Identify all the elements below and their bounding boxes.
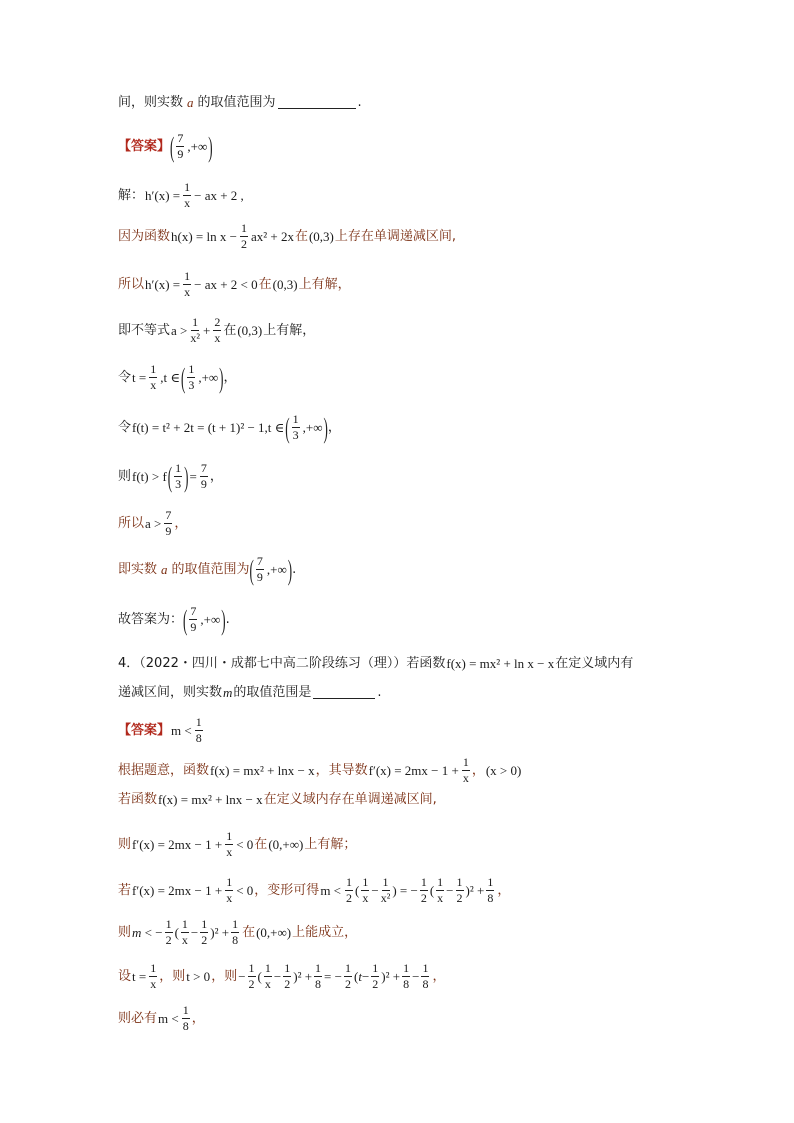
line-4 [118, 222, 456, 250]
line-3 [118, 181, 245, 209]
line-8: 令 f(t) = t² + 2t = (t + 1)² − 1,t ∈ ( $\frac{1}{3}$ ,+∞ ) ， [118, 410, 341, 444]
solution-line-5 [118, 918, 357, 946]
math: t = [132, 968, 147, 984]
numerator: 7 [256, 554, 263, 568]
math: (0,+∞) [256, 924, 292, 940]
math: (0,3) [308, 228, 334, 244]
text: 上存在单调递减区间, [334, 228, 457, 244]
denominator: x [226, 890, 233, 905]
answer-blank [313, 686, 375, 699]
math: f′(x) = 2mx − 1 + [368, 762, 459, 778]
math: ,+∞ [266, 561, 287, 577]
text: ， [471, 762, 485, 778]
math: + [202, 322, 211, 338]
text: 令 [118, 419, 132, 435]
solution-line-2 [118, 793, 437, 806]
math: − ax + 2 < 0 [194, 276, 258, 292]
numerator: 1 [150, 362, 157, 376]
numerator: 1 [226, 829, 233, 843]
numerator: 1 [226, 875, 233, 889]
question-4-line-2 [118, 686, 382, 699]
text: 则 [118, 836, 132, 852]
numerator: 1 [195, 715, 202, 729]
denominator: 3 [175, 476, 182, 491]
answer-tag: 【答案】 [118, 722, 171, 738]
text: 令 [118, 369, 132, 385]
text: 在 [254, 836, 268, 852]
line-1 [118, 96, 362, 109]
solution-line-6 [118, 962, 445, 990]
solution-line-7 [118, 1004, 205, 1032]
numerator: 1 [292, 412, 299, 426]
text: 上有解； [304, 836, 357, 852]
math: (0,3) [237, 322, 263, 338]
text: . [377, 685, 382, 700]
text: 上能成立， [292, 924, 358, 940]
denominator: 9 [256, 569, 263, 584]
text: 的取值范围为 [171, 561, 250, 577]
numerator: 7 [200, 461, 207, 475]
denominator: 3 [292, 427, 299, 442]
text: 因为函数 [118, 228, 171, 244]
numerator: 1 [150, 961, 157, 975]
math: f(x) = mx² + ln x − x [446, 656, 555, 671]
text: 所以 [118, 515, 145, 531]
math: h′(x) = [145, 187, 181, 203]
denominator: 9 [190, 619, 197, 634]
math: ,+∞ [187, 138, 208, 154]
text: 间，则实数 [118, 95, 184, 110]
expression-m-bound: 1 2 ( 1 x − 1 x² ) = − 1 2 ( 1 x − 1 2 )² + 1 8 [346, 875, 494, 905]
text: ，则 [211, 968, 238, 984]
text: ， [223, 369, 237, 385]
math: a > [145, 515, 162, 531]
denominator: x [184, 284, 191, 299]
math: < 0 [236, 836, 254, 852]
math: f(x) = mx² + lnx − x [210, 762, 315, 778]
math: ,+∞ [200, 611, 221, 627]
denominator: x [150, 976, 157, 991]
text: 所以 [118, 276, 145, 292]
answer-blank [278, 96, 356, 109]
solution-line-3 [118, 830, 356, 858]
solution-line-4 [118, 876, 510, 904]
text: . [357, 95, 362, 110]
denominator: x [214, 330, 221, 345]
numerator: 1 [188, 362, 195, 376]
text: 上有解， [298, 276, 351, 292]
math: f′(x) = 2mx − 1 + [132, 882, 223, 898]
text: ，其导数 [315, 762, 368, 778]
text: . [292, 561, 297, 577]
text: ，则 [159, 968, 186, 984]
math: ,+∞ [302, 419, 323, 435]
text: ， [327, 419, 341, 435]
numerator: 1 [192, 315, 199, 329]
math: t = [132, 369, 147, 385]
answer-tag: 【答案】 [118, 138, 171, 154]
text: ， [191, 1010, 205, 1026]
math: (0,3) [272, 276, 298, 292]
denominator: 8 [182, 1018, 189, 1033]
text: 在 [223, 322, 237, 338]
var-m: m [223, 685, 233, 700]
math: ,+∞ [198, 369, 219, 385]
text: ， [497, 882, 511, 898]
text: 解： [118, 187, 145, 203]
denominator: x² [190, 330, 200, 345]
denominator: 2 [240, 236, 247, 251]
numerator: 7 [190, 604, 197, 618]
denominator: 3 [188, 377, 195, 392]
numerator: 1 [175, 461, 182, 475]
text: ，变形可得 [254, 882, 320, 898]
text: 若函数 [118, 792, 158, 807]
line-12: 故答案为： ( $\frac{7}{9}$ ,+∞ ) . [118, 602, 230, 636]
math: h′(x) = [145, 276, 181, 292]
denominator: 8 [195, 730, 202, 745]
text: 在 [242, 924, 256, 940]
text: 递减区间，则实数 [118, 685, 223, 700]
numerator: 2 [214, 315, 221, 329]
denominator: 9 [200, 476, 207, 491]
text: ， [174, 515, 188, 531]
math: f(t) = t² + 2t = (t + 1)² − 1,t ∈ [132, 419, 285, 435]
solution-line-1 [118, 756, 522, 784]
expression-t-substitution: − 1 2 ( 1 x − 1 2 )² + 1 8 = − 1 2 ( t − 1 2 )² + 1 8 − 1 8 [238, 961, 429, 991]
math: m < [158, 1010, 179, 1026]
denominator: x [462, 770, 469, 785]
var-a: a [161, 561, 168, 577]
answer-line-1 [118, 129, 213, 163]
expression-m-ineq: m < − 1 2 ( 1 x − 1 2 )² + 1 8 [132, 917, 239, 947]
denominator: x [226, 844, 233, 859]
text: 在定义域内存在单调递减区间, [263, 792, 437, 807]
math: t > 0 [186, 968, 211, 984]
text: 即实数 [118, 561, 158, 577]
text: 根据题意，函数 [118, 762, 210, 778]
math: − ax + 2 , [194, 187, 244, 203]
var-a: a [187, 95, 194, 110]
text: 上有解， [263, 322, 316, 338]
math: f(t) > f [132, 468, 167, 484]
math: f′(x) = 2mx − 1 + [132, 836, 223, 852]
question-4-line-1 [118, 657, 633, 670]
numerator: 1 [182, 1003, 189, 1017]
text: 在 [258, 276, 272, 292]
text: ， [209, 468, 223, 484]
denominator: x [150, 377, 157, 392]
text: . [225, 611, 230, 627]
text: 则 [118, 924, 132, 940]
numerator: 7 [177, 131, 184, 145]
answer-interval: ( $\frac{7}{9}$ ,+∞ ) [170, 129, 213, 163]
math: ,t ∈ [160, 369, 180, 385]
text: ， [432, 968, 446, 984]
numerator: 1 [240, 221, 247, 235]
denominator: 9 [165, 523, 172, 538]
line-7: 令 t = $\frac{1}{x}$ ,t ∈ ( $\frac{1}{3}$ ,+∞ ) ， [118, 360, 237, 394]
text: 的取值范围是 [233, 685, 312, 700]
line-5 [118, 270, 351, 298]
line-6 [118, 316, 315, 344]
text: 在定义域内有 [555, 656, 634, 671]
denominator: 9 [177, 146, 184, 161]
math: = [189, 468, 197, 484]
answer-line-2 [118, 716, 205, 744]
text: 的取值范围为 [197, 95, 276, 110]
math: (x > 0) [485, 762, 522, 778]
text: 则 [118, 468, 132, 484]
math: f(x) = mx² + lnx − x [158, 792, 263, 807]
math: ax² + 2x [250, 228, 294, 244]
text: 则必有 [118, 1010, 158, 1026]
math: m < [320, 882, 342, 898]
question-header: 4．（2022・四川・成都七中高二阶段练习（理））若函数 [118, 656, 446, 671]
numerator: 1 [184, 180, 191, 194]
math: a > [171, 322, 188, 338]
math: m < [171, 722, 192, 738]
line-9: 则 f(t) > f ( $\frac{1}{3}$ ) = $\frac{7}{9}$ ， [118, 459, 223, 493]
math: < 0 [236, 882, 254, 898]
text: 故答案为： [118, 611, 184, 627]
text: 若 [118, 882, 132, 898]
text: 即不等式 [118, 322, 171, 338]
text: 设 [118, 968, 132, 984]
numerator: 1 [462, 755, 469, 769]
numerator: 7 [165, 508, 172, 522]
line-10 [118, 509, 187, 537]
text: 在 [294, 228, 308, 244]
line-11: 即实数 a 的取值范围为 ( $\frac{7}{9}$ ,+∞ ) . [118, 552, 297, 586]
math: h(x) = ln x − [171, 228, 237, 244]
math: (0,+∞) [268, 836, 304, 852]
denominator: x [184, 195, 191, 210]
numerator: 1 [184, 269, 191, 283]
